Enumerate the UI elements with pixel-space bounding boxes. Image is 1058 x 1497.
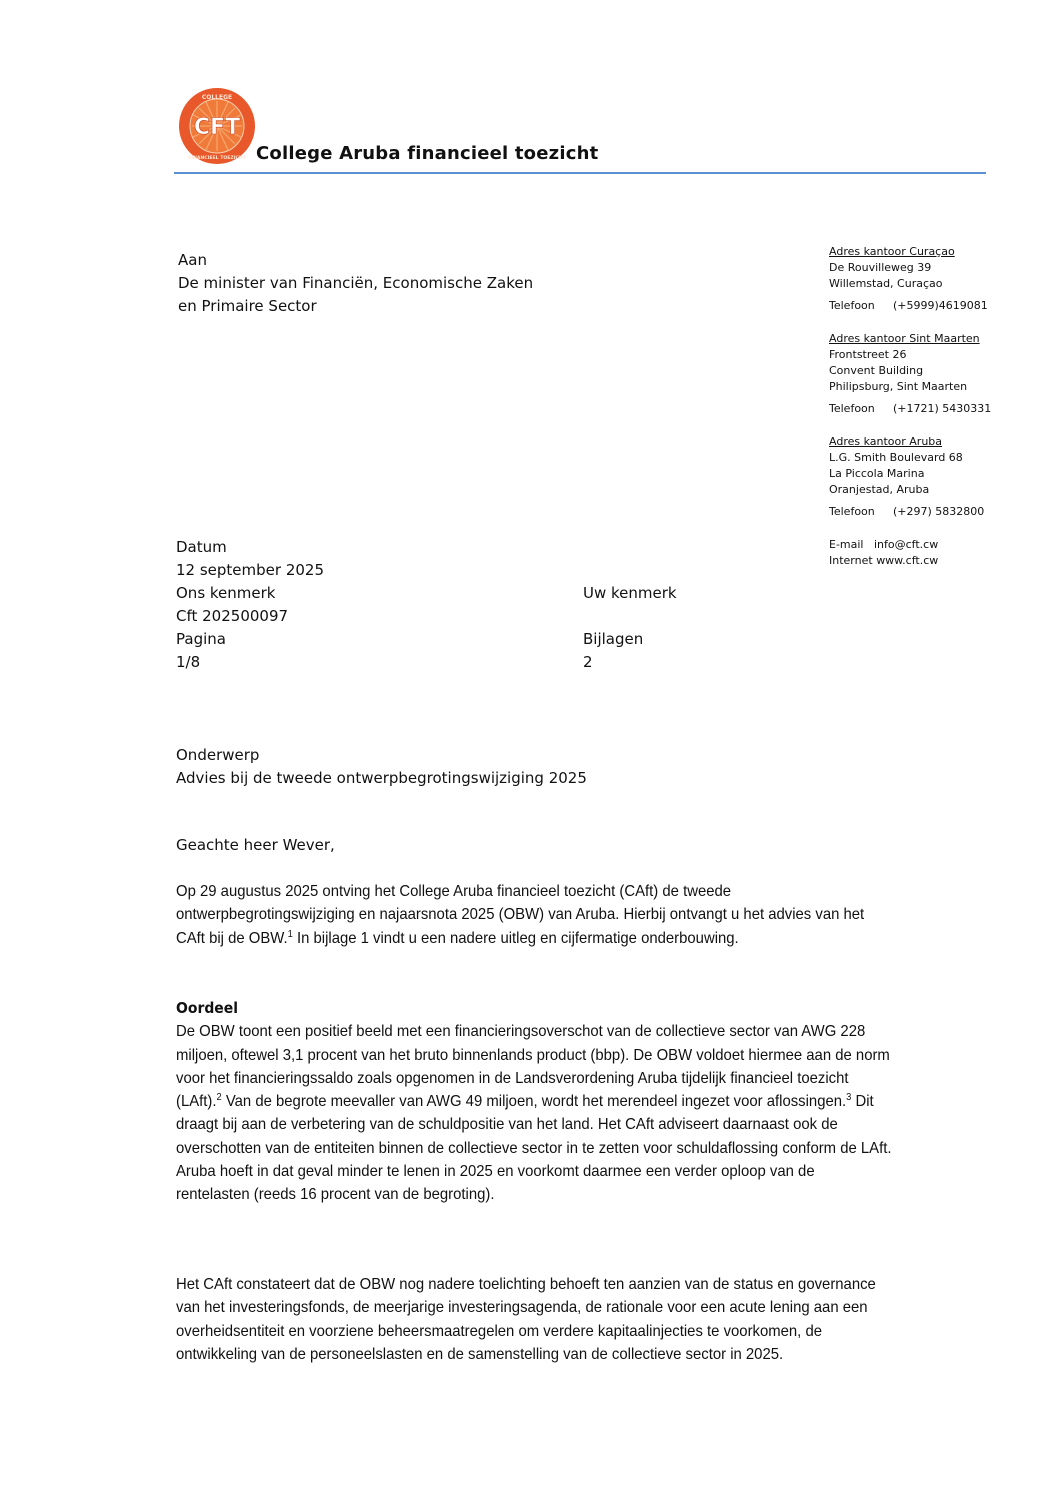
email-link[interactable]: info@cft.cw (874, 538, 939, 551)
office-title: Adres kantoor Curaçao (829, 245, 955, 258)
recipient-line: De minister van Financiën, Economische Zaken (178, 274, 534, 292)
attachments-value: 2 (583, 653, 593, 671)
office-curacao (829, 244, 988, 314)
subject-block (176, 744, 587, 790)
svg-text:COLLEGE: COLLEGE (201, 94, 233, 101)
page-value: 1/8 (176, 653, 201, 671)
intro-paragraph: Op 29 augustus 2025 ontving het College Aruba financieel toezicht (CAft) de tweede ontwerpbegrotingswijziging en najaarsnota 2025 (OBW) van Aruba. Hierbij ontvangt u het advies van het CAft bij de OBW.$^1$ In bijlage 1 vindt u een nadere uitleg en cijfermatige onderbouwing. (176, 883, 865, 947)
salutation: Geachte heer Wever, (176, 836, 335, 854)
your-reference-value (583, 605, 677, 628)
email-line: E-mail info@cft.cw (829, 538, 939, 551)
oordeel-section: Oordeel De OBW toont een positief beeld met een financieringsoverschot van de collectieve sector van AWG 228 miljoen, oftewel 3,1 procent van het bruto binnenlands product (bbp). De OBW voldoet hiermee aan de norm voor het financieringssaldo zoals opgenomen in de Landsverordening Aruba tijdelijk financieel toezicht (LAft).$^2$ Van de begrote meevaller van AWG 49 miljoen, wordt het merendeel ingezet voor aflossingen.$^3$ Dit draagt bij aan de verbetering van de schuldpositie van het land. Het CAft adviseert daarnaast ook de overschotten van de entiteiten binnen de collectieve sector in te zetten voor schuldaflossing conform de LAft. Aruba hoeft in dat geval minder te lenen in 2025 en voorkomt daarmee een verder oploop van de rentelasten (reeds 16 procent van de begroting). (176, 999, 892, 1204)
office-address-line: La Piccola Marina (829, 467, 925, 480)
office-sint-maarten (829, 331, 991, 417)
header-divider (174, 172, 986, 174)
office-phone: Telefoon (+1721) 5430331 (829, 402, 992, 415)
footnote-ref[interactable]: 3 (846, 1092, 852, 1104)
office-title: Adres kantoor Aruba (829, 435, 943, 448)
cft-logo-icon (178, 87, 256, 165)
our-reference-value: Cft 202500097 (176, 607, 289, 625)
svg-text:FINANCIEEL TOEZICHT: FINANCIEEL TOEZICHT (188, 156, 246, 161)
subject-text: Advies bij de tweede ontwerpbegrotingswijziging 2025 (176, 769, 587, 787)
website-link[interactable]: www.cft.cw (876, 554, 939, 567)
section-heading: Oordeel (176, 999, 239, 1017)
office-phone: Telefoon (+297) 5832800 (829, 505, 985, 518)
recipient-block (178, 249, 533, 318)
footnote-ref[interactable]: 2 (216, 1092, 222, 1104)
constateert-paragraph: Het CAft constateert dat de OBW nog nadere toelichting behoeft ten aanzien van de status en governance van het investeringsfonds, de meerjarige investeringsagenda, de rationale voor een acute lening aan een overheidsentiteit en voorziene beheersmaatregelen om verdere kapitaalinjecties te voorkomen, de ontwikkeling van de personeelslasten en de samenstelling van de collectieve sector in 2025. (176, 1276, 876, 1363)
our-reference-label: Ons kenmerk (176, 584, 276, 602)
your-reference-label: Uw kenmerk (583, 584, 677, 602)
internet-line: Internet www.cft.cw (829, 554, 939, 567)
recipient-label: Aan (178, 251, 207, 269)
subject-label: Onderwerp (176, 746, 260, 764)
date-value: 12 september 2025 (176, 561, 325, 579)
attachments-label: Bijlagen (583, 630, 644, 648)
office-address-line: L.G. Smith Boulevard 68 (829, 451, 963, 464)
recipient-line: en Primaire Sector (178, 297, 317, 315)
contact-block (829, 537, 938, 569)
office-address-line: Willemstad, Curaçao (829, 277, 943, 290)
office-address-line: Frontstreet 26 (829, 348, 907, 361)
letter-meta (176, 536, 324, 674)
cft-logo (178, 87, 256, 165)
office-aruba (829, 434, 984, 520)
organization-name: College Aruba financieel toezicht (256, 143, 599, 164)
office-address-line: Convent Building (829, 364, 924, 377)
office-title: Adres kantoor Sint Maarten (829, 332, 980, 345)
office-address-line: Philipsburg, Sint Maarten (829, 380, 968, 393)
svg-text:CFT: CFT (193, 115, 241, 140)
footnote-ref[interactable]: 1 (287, 928, 293, 940)
office-address-line: De Rouvilleweg 39 (829, 261, 932, 274)
office-phone: Telefoon (+5999)4619081 (829, 299, 988, 312)
page-label: Pagina (176, 630, 226, 648)
date-label: Datum (176, 538, 227, 556)
letter-meta-right (583, 582, 677, 674)
office-address-line: Oranjestad, Aruba (829, 483, 930, 496)
